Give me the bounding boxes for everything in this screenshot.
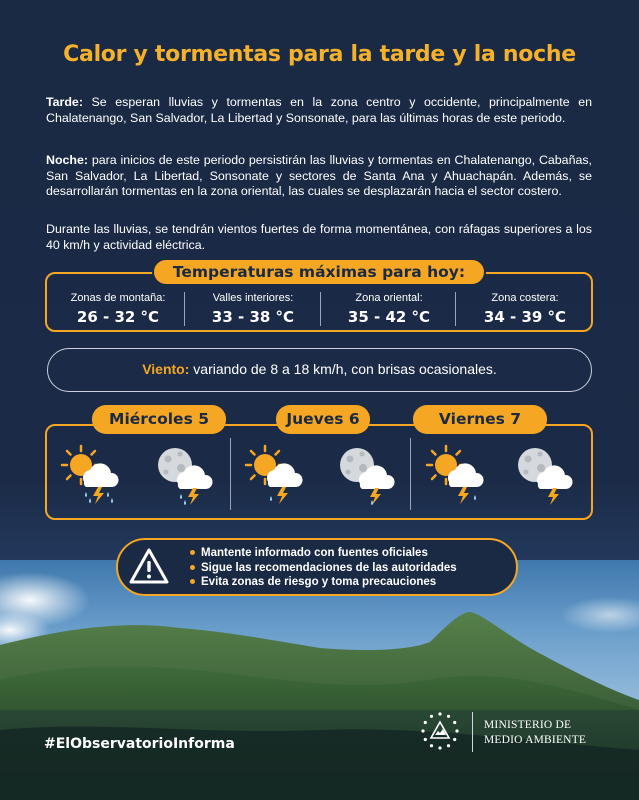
list-item <box>190 561 457 576</box>
forecast-divider <box>230 438 231 510</box>
afternoon-forecast-paragraph <box>46 95 592 126</box>
wind-box <box>47 348 592 392</box>
hashtag: #ElObservatorioInforma <box>44 736 235 752</box>
list-item <box>190 575 457 590</box>
zone-temperature: 33 - 38 °C <box>211 308 295 326</box>
ministry-line-2: MEDIO AMBIENTE <box>484 734 587 746</box>
wind-text: variando de 8 a 18 km/h, con brisas ocasionales. <box>189 361 497 377</box>
warning-text: Sigue las recomendaciones de las autoridades <box>201 561 457 574</box>
temperatures-header: Temperaturas máximas para hoy: <box>152 258 486 286</box>
zone-interior-valleys <box>185 292 321 326</box>
day-label-friday: Viernes 7 <box>413 405 547 434</box>
logo-separator <box>472 712 473 752</box>
zone-divider <box>455 292 456 326</box>
warning-text: Evita zonas de riesgo y toma precauciones <box>201 576 437 588</box>
zone-label: Zona oriental: <box>355 292 423 304</box>
bullet-icon <box>190 579 195 584</box>
night-label: Noche: <box>46 153 88 167</box>
sun-storm-icon <box>240 440 310 510</box>
afternoon-text: Se esperan lluvias y tormentas en la zona centro y occidente, principalmente en Chalatenango, San Salvador, La Libertad y Sonsonate, para las últimas horas de este periodo. <box>46 95 592 125</box>
moon-storm-icon <box>330 440 400 510</box>
list-item <box>190 546 457 561</box>
zone-temperature: 26 - 32 °C <box>76 308 160 326</box>
zone-coastal <box>457 292 593 326</box>
sun-rain-storm-icon <box>56 440 126 510</box>
warnings-list <box>190 546 457 590</box>
zone-label: Zona costera: <box>491 292 559 304</box>
zone-temperature: 35 - 42 °C <box>347 308 431 326</box>
zone-label: Valles interiores: <box>212 292 294 304</box>
night-forecast-paragraph <box>46 153 592 200</box>
bullet-icon <box>190 565 195 570</box>
wind-label: Viento: <box>142 361 190 377</box>
rain-conditions-paragraph: Durante las lluvias, se tendrán vientos fuertes de forma momentánea, con ráfagas superiores a los 40 km/h y actividad eléctrica. <box>46 222 592 252</box>
night-text: para inicios de este periodo persistirán las lluvias y tormentas en Chalatenango, Cabañas, San Salvador, La Libertad, Sonsonate y sectores de Santa Ana y Ahuachapán. Además, se desarrollarán tormentas en la zona oriental, las cuales se desplazarán hacia el sector costero. <box>46 153 592 199</box>
el-salvador-seal-icon <box>418 710 462 754</box>
forecast-divider <box>410 438 411 510</box>
zone-eastern <box>321 292 457 326</box>
zone-temperature: 34 - 39 °C <box>483 308 567 326</box>
warning-triangle-icon <box>128 546 170 588</box>
day-label-wednesday: Miércoles 5 <box>92 405 226 434</box>
volcano-landscape-image <box>0 560 639 800</box>
afternoon-label: Tarde: <box>46 95 83 109</box>
warning-text: Mantente informado con fuentes oficiales <box>201 547 428 559</box>
moon-storm-icon <box>148 440 218 510</box>
zone-mountains <box>50 292 186 326</box>
sun-storm-icon <box>421 440 491 510</box>
day-label-thursday: Jueves 6 <box>276 405 370 434</box>
page-title: Calor y tormentas para la tarde y la noche <box>63 42 576 67</box>
zone-label: Zonas de montaña: <box>70 292 166 304</box>
bullet-icon <box>190 550 195 555</box>
warnings-box <box>116 538 518 596</box>
ministry-line-1: MINISTERIO DE <box>484 719 572 731</box>
ministry-logo-text <box>484 718 586 748</box>
moon-storm-icon <box>508 440 578 510</box>
